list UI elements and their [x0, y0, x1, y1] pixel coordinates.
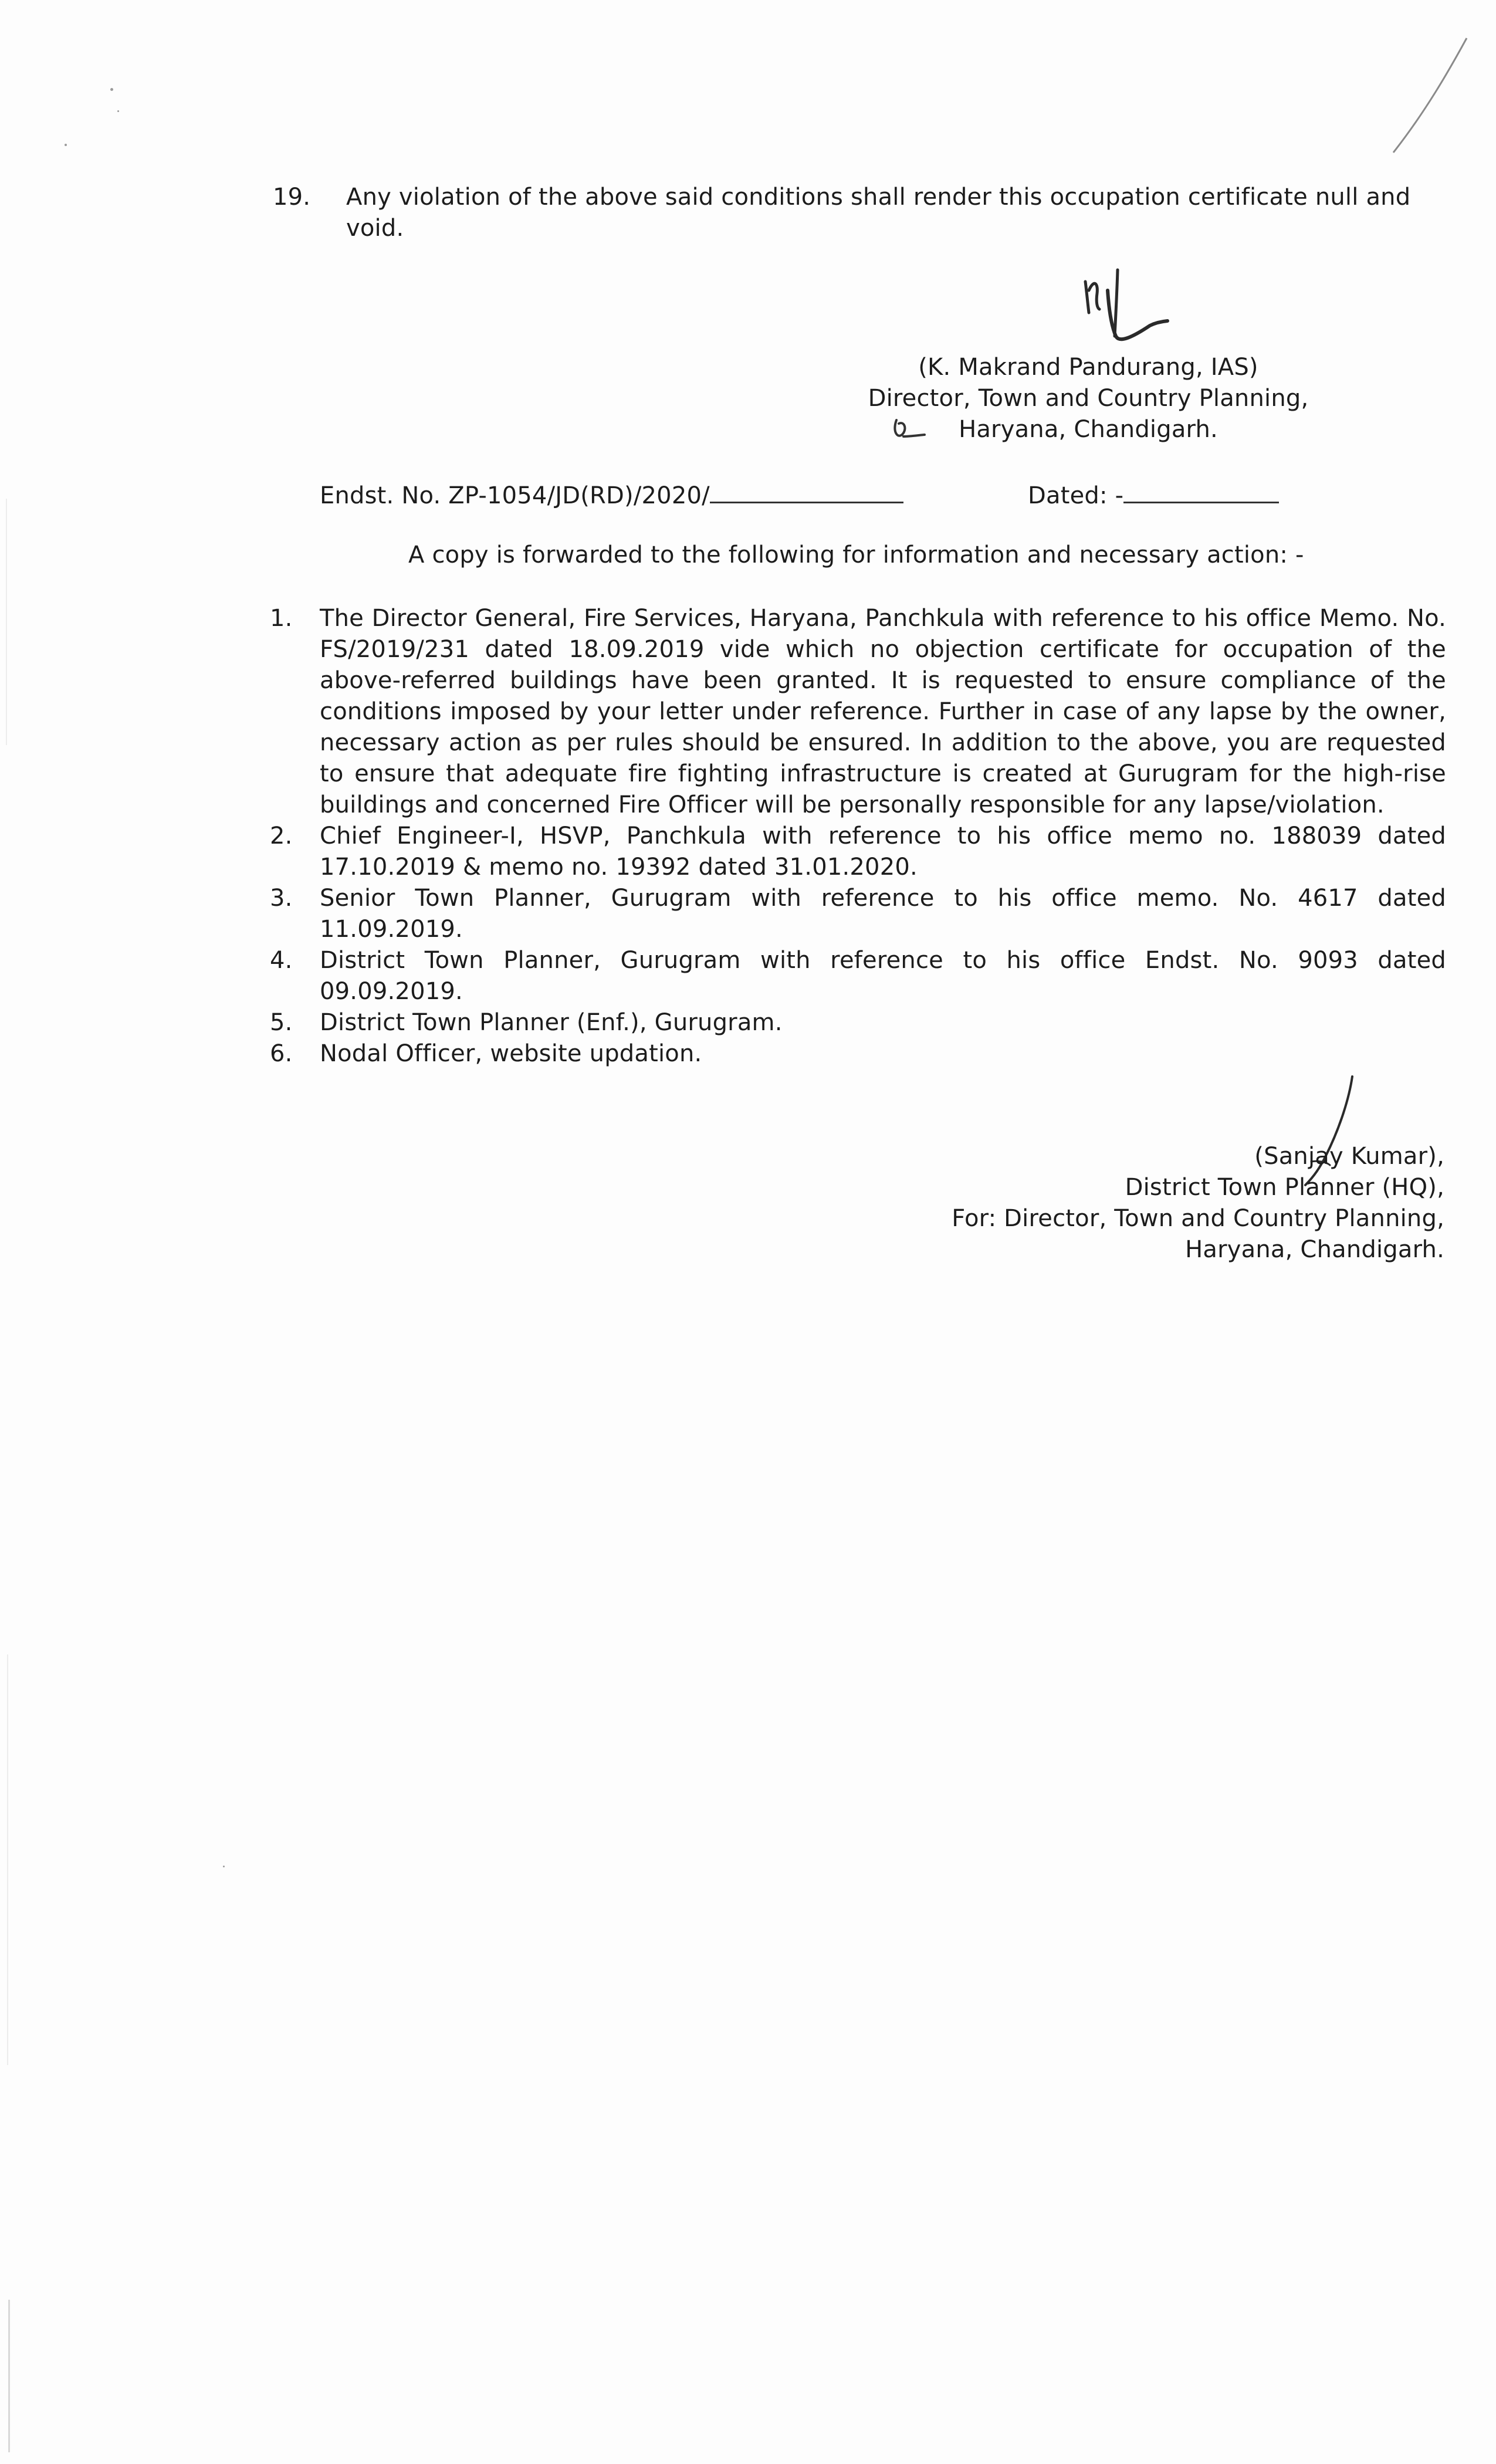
scan-edge-line [6, 499, 7, 745]
list-item-text: Nodal Officer, website updation. [320, 1040, 702, 1067]
clause-number: 19. [273, 184, 311, 211]
handwritten-signature [1062, 267, 1179, 355]
list-item-text: Chief Engineer-I, HSVP, Panchkula with reference to his office memo no. 188039 dated 17.10.2019 & memo no. 19392 dated 31.01.2020. [320, 823, 1446, 881]
copy-forward-intro: A copy is forwarded to the following for information and necessary action: - [408, 541, 1304, 568]
list-item-number: 2. [270, 823, 293, 849]
second-signatory-designation: District Town Planner (HQ), [1125, 1174, 1444, 1201]
list-item-number: 3. [270, 885, 293, 912]
signatory-location: Haryana, Chandigarh. [959, 416, 1218, 443]
list-item [270, 1038, 1446, 1069]
list-item-number: 6. [270, 1040, 293, 1067]
signatory-designation: Director, Town and Country Planning, [868, 385, 1309, 412]
signatory-name: (K. Makrand Pandurang, IAS) [918, 354, 1258, 381]
list-item-text: The Director General, Fire Services, Haryana, Panchkula with reference to his office Memo. No. FS/2019/231 dated 18.09.2019 vide which no objection certificate for occupation of the above-referred buildings have been granted. It is requested to ensure compliance of the conditions imposed by your letter under reference. Further in case of any lapse by the owner, necessary action as per rules should be ensured. In addition to the above, you are requested to ensure that adequate fire fighting infrastructure is created at Gurugram for the high-rise buildings and concerned Fire Officer will be personally responsible for any lapse/violation. [320, 605, 1446, 818]
list-item-text: District Town Planner (Enf.), Gurugram. [320, 1009, 783, 1036]
second-signatory-name: (Sanjay Kumar), [1254, 1143, 1444, 1170]
second-signatory-block [821, 1141, 1444, 1265]
second-signatory-for-line: For: Director, Town and Country Planning, [952, 1205, 1444, 1232]
list-item-text: District Town Planner, Gurugram with reference to his office Endst. No. 9093 dated 09.09.2019. [320, 947, 1446, 1005]
endorsement-blank [710, 478, 903, 503]
scan-dot [223, 1866, 225, 1867]
clause-19 [273, 182, 1452, 244]
scan-edge-line [7, 1654, 8, 2065]
list-item [270, 603, 1446, 821]
scan-dot [110, 88, 113, 91]
list-item [270, 821, 1446, 883]
endorsement-number [320, 478, 903, 512]
dated-label: Dated: - [1028, 482, 1124, 509]
second-signatory-location: Haryana, Chandigarh. [1185, 1236, 1444, 1263]
initial-mark [886, 415, 927, 451]
list-item-text: Senior Town Planner, Gurugram with reference to his office memo. No. 4617 dated 11.09.2019. [320, 885, 1446, 943]
scan-dot [65, 144, 67, 146]
scan-dot [117, 110, 119, 112]
clause-text: Any violation of the above said conditions shall render this occupation certificate null and void. [346, 184, 1411, 242]
list-item [270, 883, 1446, 945]
recipient-list [270, 603, 1446, 1069]
scan-edge-line [8, 2300, 10, 2452]
endorsement-date [1028, 478, 1279, 512]
list-item [270, 945, 1446, 1007]
dated-blank [1123, 478, 1279, 503]
endorsement-label: Endst. No. ZP-1054/JD(RD)/2020/ [320, 482, 710, 509]
list-item [270, 1007, 1446, 1038]
list-item-number: 4. [270, 947, 293, 974]
list-item-number: 1. [270, 605, 293, 632]
corner-tick-mark [1379, 35, 1473, 158]
list-item-number: 5. [270, 1009, 293, 1036]
